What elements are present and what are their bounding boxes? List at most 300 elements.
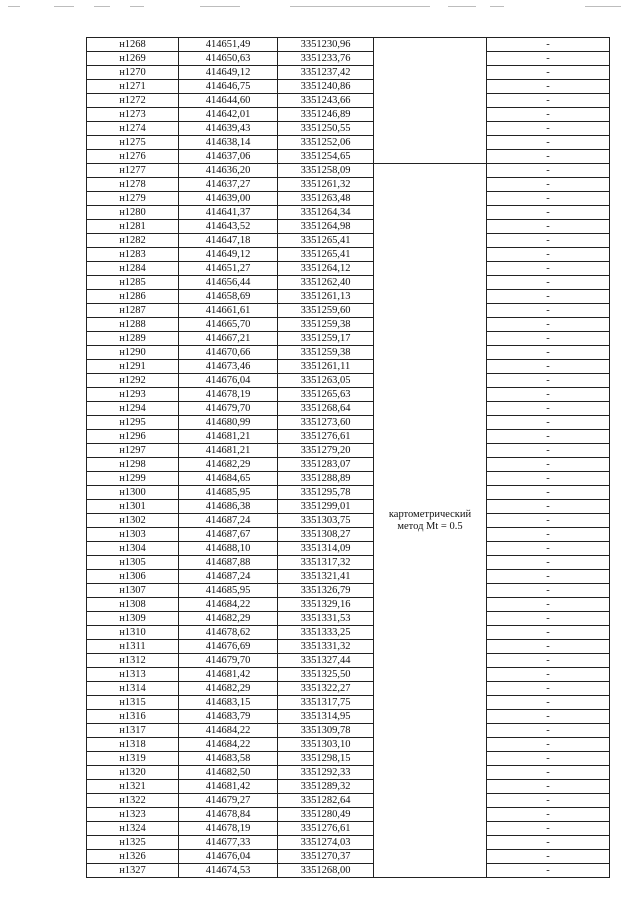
table-row	[87, 234, 610, 248]
dash-cell: -	[487, 164, 610, 178]
x-coordinate-cell: 414636,20	[179, 164, 278, 178]
y-coordinate-cell: 3351243,66	[278, 94, 374, 108]
x-coordinate-cell: 414687,24	[179, 514, 278, 528]
table-row	[87, 570, 610, 584]
point-id-cell: н1268	[87, 38, 179, 52]
point-id-cell: н1318	[87, 738, 179, 752]
table-row	[87, 206, 610, 220]
table-row	[87, 766, 610, 780]
y-coordinate-cell: 3351279,20	[278, 444, 374, 458]
table-row	[87, 626, 610, 640]
dash-cell: -	[487, 682, 610, 696]
x-coordinate-cell: 414646,75	[179, 80, 278, 94]
table-row	[87, 710, 610, 724]
y-coordinate-cell: 3351264,34	[278, 206, 374, 220]
point-id-cell: н1277	[87, 164, 179, 178]
y-coordinate-cell: 3351261,32	[278, 178, 374, 192]
table-row	[87, 514, 610, 528]
y-coordinate-cell: 3351326,79	[278, 584, 374, 598]
x-coordinate-cell: 414684,65	[179, 472, 278, 486]
table-row	[87, 808, 610, 822]
point-id-cell: н1307	[87, 584, 179, 598]
dash-cell: -	[487, 668, 610, 682]
table-row	[87, 374, 610, 388]
dash-cell: -	[487, 444, 610, 458]
x-coordinate-cell: 414679,70	[179, 654, 278, 668]
table-row	[87, 220, 610, 234]
dash-cell: -	[487, 122, 610, 136]
point-id-cell: н1269	[87, 52, 179, 66]
point-id-cell: н1285	[87, 276, 179, 290]
x-coordinate-cell: 414651,49	[179, 38, 278, 52]
table-row	[87, 738, 610, 752]
method-cell-group-1	[374, 38, 487, 164]
y-coordinate-cell: 3351276,61	[278, 430, 374, 444]
dash-cell: -	[487, 640, 610, 654]
table-row	[87, 262, 610, 276]
x-coordinate-cell: 414677,33	[179, 836, 278, 850]
table-row	[87, 290, 610, 304]
y-coordinate-cell: 3351259,38	[278, 318, 374, 332]
point-id-cell: н1296	[87, 430, 179, 444]
dash-cell: -	[487, 136, 610, 150]
point-id-cell: н1299	[87, 472, 179, 486]
x-coordinate-cell: 414682,29	[179, 612, 278, 626]
y-coordinate-cell: 3351258,09	[278, 164, 374, 178]
point-id-cell: н1273	[87, 108, 179, 122]
y-coordinate-cell: 3351325,50	[278, 668, 374, 682]
x-coordinate-cell: 414641,37	[179, 206, 278, 220]
y-coordinate-cell: 3351303,10	[278, 738, 374, 752]
point-id-cell: н1274	[87, 122, 179, 136]
point-id-cell: н1280	[87, 206, 179, 220]
table-row	[87, 318, 610, 332]
table-row	[87, 794, 610, 808]
y-coordinate-cell: 3351261,13	[278, 290, 374, 304]
x-coordinate-cell: 414687,88	[179, 556, 278, 570]
point-id-cell: н1317	[87, 724, 179, 738]
x-coordinate-cell: 414684,22	[179, 598, 278, 612]
point-id-cell: н1325	[87, 836, 179, 850]
y-coordinate-cell: 3351308,27	[278, 528, 374, 542]
y-coordinate-cell: 3351321,41	[278, 570, 374, 584]
dash-cell: -	[487, 416, 610, 430]
point-id-cell: н1306	[87, 570, 179, 584]
table-row	[87, 864, 610, 878]
y-coordinate-cell: 3351263,05	[278, 374, 374, 388]
y-coordinate-cell: 3351246,89	[278, 108, 374, 122]
table-row	[87, 192, 610, 206]
point-id-cell: н1326	[87, 850, 179, 864]
dash-cell: -	[487, 472, 610, 486]
point-id-cell: н1304	[87, 542, 179, 556]
dash-cell: -	[487, 402, 610, 416]
dash-cell: -	[487, 206, 610, 220]
dash-cell: -	[487, 374, 610, 388]
point-id-cell: н1295	[87, 416, 179, 430]
dash-cell: -	[487, 654, 610, 668]
dash-cell: -	[487, 780, 610, 794]
table-row	[87, 850, 610, 864]
y-coordinate-cell: 3351309,78	[278, 724, 374, 738]
dash-cell: -	[487, 80, 610, 94]
dash-cell: -	[487, 626, 610, 640]
x-coordinate-cell: 414656,44	[179, 276, 278, 290]
point-id-cell: н1308	[87, 598, 179, 612]
y-coordinate-cell: 3351274,03	[278, 836, 374, 850]
point-id-cell: н1272	[87, 94, 179, 108]
dash-cell: -	[487, 696, 610, 710]
table-row	[87, 528, 610, 542]
y-coordinate-cell: 3351240,86	[278, 80, 374, 94]
point-id-cell: н1279	[87, 192, 179, 206]
point-id-cell: н1281	[87, 220, 179, 234]
y-coordinate-cell: 3351298,15	[278, 752, 374, 766]
x-coordinate-cell: 414680,99	[179, 416, 278, 430]
point-id-cell: н1284	[87, 262, 179, 276]
x-coordinate-cell: 414681,21	[179, 444, 278, 458]
x-coordinate-cell: 414685,95	[179, 584, 278, 598]
dash-cell: -	[487, 612, 610, 626]
table-row	[87, 486, 610, 500]
x-coordinate-cell: 414688,10	[179, 542, 278, 556]
y-coordinate-cell: 3351333,25	[278, 626, 374, 640]
table-row	[87, 276, 610, 290]
y-coordinate-cell: 3351289,32	[278, 780, 374, 794]
table-row	[87, 612, 610, 626]
x-coordinate-cell: 414661,61	[179, 304, 278, 318]
table-row	[87, 332, 610, 346]
table-row	[87, 598, 610, 612]
y-coordinate-cell: 3351250,55	[278, 122, 374, 136]
y-coordinate-cell: 3351230,96	[278, 38, 374, 52]
x-coordinate-cell: 414685,95	[179, 486, 278, 500]
y-coordinate-cell: 3351282,64	[278, 794, 374, 808]
table-row	[87, 724, 610, 738]
x-coordinate-cell: 414681,42	[179, 780, 278, 794]
dash-cell: -	[487, 752, 610, 766]
dash-cell: -	[487, 220, 610, 234]
x-coordinate-cell: 414639,43	[179, 122, 278, 136]
point-id-cell: н1297	[87, 444, 179, 458]
scan-header-line	[0, 0, 640, 12]
point-id-cell: н1321	[87, 780, 179, 794]
point-id-cell: н1311	[87, 640, 179, 654]
y-coordinate-cell: 3351265,41	[278, 234, 374, 248]
x-coordinate-cell: 414687,24	[179, 570, 278, 584]
point-id-cell: н1298	[87, 458, 179, 472]
point-id-cell: н1315	[87, 696, 179, 710]
coordinates-table-body	[87, 38, 610, 878]
y-coordinate-cell: 3351303,75	[278, 514, 374, 528]
table-row	[87, 52, 610, 66]
x-coordinate-cell: 414684,22	[179, 738, 278, 752]
y-coordinate-cell: 3351299,01	[278, 500, 374, 514]
method-cell-group-2	[374, 164, 487, 878]
x-coordinate-cell: 414683,79	[179, 710, 278, 724]
point-id-cell: н1293	[87, 388, 179, 402]
dash-cell: -	[487, 598, 610, 612]
y-coordinate-cell: 3351288,89	[278, 472, 374, 486]
dash-cell: -	[487, 150, 610, 164]
x-coordinate-cell: 414643,52	[179, 220, 278, 234]
point-id-cell: н1327	[87, 864, 179, 878]
y-coordinate-cell: 3351254,65	[278, 150, 374, 164]
dash-cell: -	[487, 108, 610, 122]
point-id-cell: н1292	[87, 374, 179, 388]
point-id-cell: н1302	[87, 514, 179, 528]
x-coordinate-cell: 414649,12	[179, 248, 278, 262]
x-coordinate-cell: 414681,21	[179, 430, 278, 444]
table-row	[87, 178, 610, 192]
table-row	[87, 752, 610, 766]
point-id-cell: н1270	[87, 66, 179, 80]
y-coordinate-cell: 3351265,41	[278, 248, 374, 262]
point-id-cell: н1316	[87, 710, 179, 724]
dash-cell: -	[487, 808, 610, 822]
point-id-cell: н1283	[87, 248, 179, 262]
y-coordinate-cell: 3351295,78	[278, 486, 374, 500]
point-id-cell: н1319	[87, 752, 179, 766]
table-row	[87, 164, 610, 178]
dash-cell: -	[487, 556, 610, 570]
dash-cell: -	[487, 822, 610, 836]
dash-cell: -	[487, 794, 610, 808]
point-id-cell: н1301	[87, 500, 179, 514]
point-id-cell: н1276	[87, 150, 179, 164]
dash-cell: -	[487, 360, 610, 374]
table-row	[87, 458, 610, 472]
point-id-cell: н1310	[87, 626, 179, 640]
x-coordinate-cell: 414682,50	[179, 766, 278, 780]
point-id-cell: н1313	[87, 668, 179, 682]
table-row	[87, 780, 610, 794]
y-coordinate-cell: 3351237,42	[278, 66, 374, 80]
y-coordinate-cell: 3351273,60	[278, 416, 374, 430]
table-row	[87, 94, 610, 108]
x-coordinate-cell: 414678,62	[179, 626, 278, 640]
y-coordinate-cell: 3351263,48	[278, 192, 374, 206]
y-coordinate-cell: 3351283,07	[278, 458, 374, 472]
table-row	[87, 556, 610, 570]
dash-cell: -	[487, 724, 610, 738]
x-coordinate-cell: 414644,60	[179, 94, 278, 108]
point-id-cell: н1320	[87, 766, 179, 780]
dash-cell: -	[487, 178, 610, 192]
point-id-cell: н1324	[87, 822, 179, 836]
table-row	[87, 500, 610, 514]
point-id-cell: н1312	[87, 654, 179, 668]
table-row	[87, 122, 610, 136]
y-coordinate-cell: 3351264,98	[278, 220, 374, 234]
dash-cell: -	[487, 304, 610, 318]
point-id-cell: н1282	[87, 234, 179, 248]
table-row	[87, 402, 610, 416]
point-id-cell: н1288	[87, 318, 179, 332]
x-coordinate-cell: 414687,67	[179, 528, 278, 542]
table-row	[87, 430, 610, 444]
point-id-cell: н1322	[87, 794, 179, 808]
table-row	[87, 472, 610, 486]
dash-cell: -	[487, 542, 610, 556]
point-id-cell: н1286	[87, 290, 179, 304]
x-coordinate-cell: 414684,22	[179, 724, 278, 738]
x-coordinate-cell: 414678,19	[179, 822, 278, 836]
point-id-cell: н1305	[87, 556, 179, 570]
dash-cell: -	[487, 430, 610, 444]
dash-cell: -	[487, 710, 610, 724]
x-coordinate-cell: 414658,69	[179, 290, 278, 304]
x-coordinate-cell: 414637,27	[179, 178, 278, 192]
point-id-cell: н1271	[87, 80, 179, 94]
dash-cell: -	[487, 38, 610, 52]
y-coordinate-cell: 3351314,09	[278, 542, 374, 556]
x-coordinate-cell: 414649,12	[179, 66, 278, 80]
x-coordinate-cell: 414686,38	[179, 500, 278, 514]
table-row	[87, 136, 610, 150]
table-row	[87, 150, 610, 164]
dash-cell: -	[487, 500, 610, 514]
table-row	[87, 444, 610, 458]
table-row	[87, 248, 610, 262]
dash-cell: -	[487, 570, 610, 584]
y-coordinate-cell: 3351327,44	[278, 654, 374, 668]
y-coordinate-cell: 3351322,27	[278, 682, 374, 696]
x-coordinate-cell: 414682,29	[179, 682, 278, 696]
point-id-cell: н1303	[87, 528, 179, 542]
point-id-cell: н1294	[87, 402, 179, 416]
dash-cell: -	[487, 290, 610, 304]
table-row	[87, 822, 610, 836]
dash-cell: -	[487, 584, 610, 598]
dash-cell: -	[487, 276, 610, 290]
dash-cell: -	[487, 262, 610, 276]
dash-cell: -	[487, 458, 610, 472]
table-row	[87, 654, 610, 668]
y-coordinate-cell: 3351262,40	[278, 276, 374, 290]
dash-cell: -	[487, 332, 610, 346]
dash-cell: -	[487, 766, 610, 780]
dash-cell: -	[487, 192, 610, 206]
x-coordinate-cell: 414678,84	[179, 808, 278, 822]
dash-cell: -	[487, 346, 610, 360]
table-row	[87, 388, 610, 402]
x-coordinate-cell: 414639,00	[179, 192, 278, 206]
dash-cell: -	[487, 66, 610, 80]
dash-cell: -	[487, 514, 610, 528]
x-coordinate-cell: 414679,27	[179, 794, 278, 808]
y-coordinate-cell: 3351268,64	[278, 402, 374, 416]
dash-cell: -	[487, 388, 610, 402]
x-coordinate-cell: 414665,70	[179, 318, 278, 332]
table-row	[87, 696, 610, 710]
table-row	[87, 80, 610, 94]
table-row	[87, 346, 610, 360]
y-coordinate-cell: 3351265,63	[278, 388, 374, 402]
y-coordinate-cell: 3351331,53	[278, 612, 374, 626]
x-coordinate-cell: 414667,21	[179, 332, 278, 346]
table-row	[87, 416, 610, 430]
y-coordinate-cell: 3351280,49	[278, 808, 374, 822]
x-coordinate-cell: 414676,04	[179, 850, 278, 864]
y-coordinate-cell: 3351317,32	[278, 556, 374, 570]
y-coordinate-cell: 3351252,06	[278, 136, 374, 150]
dash-cell: -	[487, 738, 610, 752]
table-row	[87, 542, 610, 556]
y-coordinate-cell: 3351261,11	[278, 360, 374, 374]
x-coordinate-cell: 414682,29	[179, 458, 278, 472]
y-coordinate-cell: 3351276,61	[278, 822, 374, 836]
x-coordinate-cell: 414683,58	[179, 752, 278, 766]
table-row	[87, 640, 610, 654]
x-coordinate-cell: 414673,46	[179, 360, 278, 374]
y-coordinate-cell: 3351314,95	[278, 710, 374, 724]
y-coordinate-cell: 3351259,60	[278, 304, 374, 318]
point-id-cell: н1314	[87, 682, 179, 696]
table-row	[87, 584, 610, 598]
table-row	[87, 38, 610, 52]
dash-cell: -	[487, 234, 610, 248]
dash-cell: -	[487, 528, 610, 542]
y-coordinate-cell: 3351270,37	[278, 850, 374, 864]
x-coordinate-cell: 414676,69	[179, 640, 278, 654]
point-id-cell: н1309	[87, 612, 179, 626]
y-coordinate-cell: 3351259,17	[278, 332, 374, 346]
y-coordinate-cell: 3351317,75	[278, 696, 374, 710]
dash-cell: -	[487, 318, 610, 332]
table-row	[87, 836, 610, 850]
x-coordinate-cell: 414637,06	[179, 150, 278, 164]
table-row	[87, 668, 610, 682]
x-coordinate-cell: 414650,63	[179, 52, 278, 66]
dash-cell: -	[487, 850, 610, 864]
x-coordinate-cell: 414678,19	[179, 388, 278, 402]
point-id-cell: н1278	[87, 178, 179, 192]
y-coordinate-cell: 3351292,33	[278, 766, 374, 780]
x-coordinate-cell: 414670,66	[179, 346, 278, 360]
y-coordinate-cell: 3351331,32	[278, 640, 374, 654]
dash-cell: -	[487, 836, 610, 850]
y-coordinate-cell: 3351233,76	[278, 52, 374, 66]
y-coordinate-cell: 3351264,12	[278, 262, 374, 276]
table-row	[87, 66, 610, 80]
x-coordinate-cell: 414683,15	[179, 696, 278, 710]
x-coordinate-cell: 414651,27	[179, 262, 278, 276]
x-coordinate-cell: 414647,18	[179, 234, 278, 248]
point-id-cell: н1289	[87, 332, 179, 346]
x-coordinate-cell: 414681,42	[179, 668, 278, 682]
table-row	[87, 360, 610, 374]
point-id-cell: н1275	[87, 136, 179, 150]
x-coordinate-cell: 414679,70	[179, 402, 278, 416]
table-row	[87, 682, 610, 696]
dash-cell: -	[487, 248, 610, 262]
dash-cell: -	[487, 94, 610, 108]
y-coordinate-cell: 3351259,38	[278, 346, 374, 360]
y-coordinate-cell: 3351268,00	[278, 864, 374, 878]
x-coordinate-cell: 414676,04	[179, 374, 278, 388]
method-name: картометрический	[388, 508, 472, 520]
dash-cell: -	[487, 52, 610, 66]
point-id-cell: н1287	[87, 304, 179, 318]
point-id-cell: н1323	[87, 808, 179, 822]
point-id-cell: н1300	[87, 486, 179, 500]
x-coordinate-cell: 414674,53	[179, 864, 278, 878]
dash-cell: -	[487, 864, 610, 878]
dash-cell: -	[487, 486, 610, 500]
table-row	[87, 108, 610, 122]
point-id-cell: н1290	[87, 346, 179, 360]
